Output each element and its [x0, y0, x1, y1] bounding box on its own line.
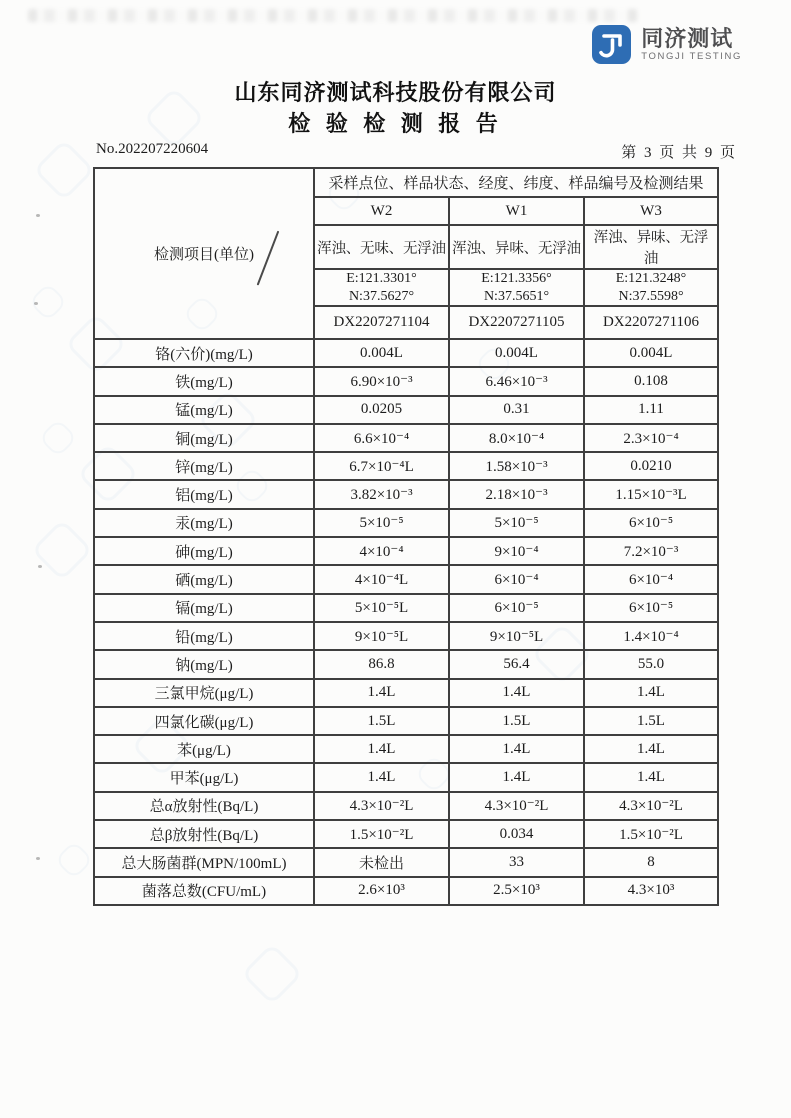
result-value: 2.3×10⁻⁴ [584, 424, 718, 452]
result-value: 9×10⁻⁵L [449, 622, 584, 650]
result-value: 1.4L [314, 679, 449, 707]
result-value: 5×10⁻⁵ [314, 509, 449, 537]
result-value: 3.82×10⁻³ [314, 480, 449, 508]
span-header-cell: 采样点位、样品状态、经度、纬度、样品编号及检测结果 [314, 168, 718, 197]
logo-en-text: TONGJI TESTING [641, 51, 742, 63]
param-label: 锌(mg/L) [94, 452, 314, 480]
watermark-shape [38, 418, 78, 458]
result-value: 1.5L [314, 707, 449, 735]
company-logo [591, 24, 742, 65]
param-label: 甲苯(μg/L) [94, 763, 314, 791]
table-row [94, 792, 718, 820]
item-header-label: 检测项目(单位) [154, 247, 254, 263]
result-value: 7.2×10⁻³ [584, 537, 718, 565]
tongji-logo-icon [591, 24, 632, 65]
longitude: E:121.3301° [346, 271, 417, 286]
sample-state: 浑浊、异味、无浮油 [449, 225, 584, 269]
sample-state: 浑浊、无味、无浮油 [314, 225, 449, 269]
longitude: E:121.3356° [481, 271, 552, 286]
result-value: 33 [449, 848, 584, 876]
param-label: 铬(六价)(mg/L) [94, 339, 314, 367]
param-label: 铝(mg/L) [94, 480, 314, 508]
result-value: 4.3×10³ [584, 877, 718, 905]
param-label: 总α放射性(Bq/L) [94, 792, 314, 820]
result-value: 0.31 [449, 396, 584, 424]
result-value: 6×10⁻⁴ [449, 565, 584, 593]
result-value: 86.8 [314, 650, 449, 678]
result-value: 1.4L [314, 735, 449, 763]
param-label: 铜(mg/L) [94, 424, 314, 452]
sample-code: DX2207271106 [584, 306, 718, 339]
result-value: 1.4L [449, 679, 584, 707]
scan-speck [38, 565, 42, 568]
result-value: 6×10⁻⁵ [584, 509, 718, 537]
result-value: 1.5L [449, 707, 584, 735]
page-indicator: 第 3 页 共 9 页 [621, 145, 737, 161]
param-label: 钠(mg/L) [94, 650, 314, 678]
result-value: 5×10⁻⁵L [314, 594, 449, 622]
table-row [94, 763, 718, 791]
table-row [94, 396, 718, 424]
result-value: 0.0210 [584, 452, 718, 480]
result-value: 5×10⁻⁵ [449, 509, 584, 537]
result-value: 9×10⁻⁴ [449, 537, 584, 565]
result-value: 1.58×10⁻³ [449, 452, 584, 480]
param-label: 铅(mg/L) [94, 622, 314, 650]
result-value: 6.7×10⁻⁴L [314, 452, 449, 480]
param-label: 汞(mg/L) [94, 509, 314, 537]
report-meta [96, 141, 737, 162]
sample-id: W3 [584, 197, 718, 225]
result-value: 6.90×10⁻³ [314, 367, 449, 395]
result-value: 4×10⁻⁴ [314, 537, 449, 565]
sample-code: DX2207271105 [449, 306, 584, 339]
result-value: 1.4L [584, 763, 718, 791]
param-label: 四氯化碳(μg/L) [94, 707, 314, 735]
scan-speck [36, 214, 40, 217]
sample-id: W2 [314, 197, 449, 225]
report-title: 检 验 检 测 报 告 [288, 111, 503, 136]
param-label: 铁(mg/L) [94, 367, 314, 395]
table-row [94, 339, 718, 367]
table-row [94, 452, 718, 480]
result-value: 1.5×10⁻²L [314, 820, 449, 848]
results-tbody [94, 339, 718, 905]
result-value: 1.5×10⁻²L [584, 820, 718, 848]
table-row [94, 735, 718, 763]
result-value: 2.6×10³ [314, 877, 449, 905]
param-label: 菌落总数(CFU/mL) [94, 877, 314, 905]
table-row [94, 848, 718, 876]
item-header-cell [94, 168, 314, 339]
table-row [94, 707, 718, 735]
results-table [93, 167, 719, 906]
watermark-shape [241, 943, 303, 1005]
param-label: 总β放射性(Bq/L) [94, 820, 314, 848]
result-value: 1.4×10⁻⁴ [584, 622, 718, 650]
result-value: 1.4L [584, 679, 718, 707]
result-value: 6.46×10⁻³ [449, 367, 584, 395]
result-value: 4.3×10⁻²L [449, 792, 584, 820]
result-value: 0.034 [449, 820, 584, 848]
table-row [94, 480, 718, 508]
diagonal-slash [257, 231, 279, 286]
scan-artifact-band [28, 9, 638, 22]
param-label: 镉(mg/L) [94, 594, 314, 622]
result-value: 1.4L [584, 735, 718, 763]
table-header-row [94, 168, 718, 197]
param-label: 苯(μg/L) [94, 735, 314, 763]
sample-coordinates [449, 269, 584, 306]
result-value: 4.3×10⁻²L [584, 792, 718, 820]
result-value: 8 [584, 848, 718, 876]
sample-code: DX2207271104 [314, 306, 449, 339]
table-row [94, 367, 718, 395]
result-value: 2.18×10⁻³ [449, 480, 584, 508]
watermark-shape [31, 519, 93, 581]
table-row [94, 424, 718, 452]
watermark-shape [33, 139, 95, 201]
watermark-shape [54, 840, 94, 880]
result-value: 6.6×10⁻⁴ [314, 424, 449, 452]
param-label: 锰(mg/L) [94, 396, 314, 424]
sample-coordinates [584, 269, 718, 306]
sample-id: W1 [449, 197, 584, 225]
result-value: 1.4L [314, 763, 449, 791]
report-number: No.202207220604 [96, 141, 209, 157]
table-row [94, 679, 718, 707]
table-row [94, 565, 718, 593]
sample-coordinates [314, 269, 449, 306]
result-value: 0.108 [584, 367, 718, 395]
table-row [94, 537, 718, 565]
result-value: 6×10⁻⁵ [449, 594, 584, 622]
result-value: 未检出 [314, 848, 449, 876]
table-row [94, 877, 718, 905]
table-row [94, 622, 718, 650]
table-row [94, 820, 718, 848]
result-value: 2.5×10³ [449, 877, 584, 905]
param-label: 砷(mg/L) [94, 537, 314, 565]
sample-state: 浑浊、异味、无浮油 [584, 225, 718, 269]
result-value: 56.4 [449, 650, 584, 678]
latitude: N:37.5627° [348, 288, 415, 304]
result-value: 55.0 [584, 650, 718, 678]
param-label: 硒(mg/L) [94, 565, 314, 593]
latitude: N:37.5598° [618, 288, 684, 304]
result-value: 1.11 [584, 396, 718, 424]
result-value: 6×10⁻⁴ [584, 565, 718, 593]
longitude: E:121.3248° [615, 271, 687, 286]
result-value: 0.004L [449, 339, 584, 367]
table-row [94, 594, 718, 622]
result-value: 1.5L [584, 707, 718, 735]
scan-speck [34, 302, 38, 305]
company-name: 山东同济测试科技股份有限公司 [234, 80, 557, 105]
table-row [94, 650, 718, 678]
result-value: 4×10⁻⁴L [314, 565, 449, 593]
result-value: 1.4L [449, 763, 584, 791]
result-value: 1.15×10⁻³L [584, 480, 718, 508]
result-value: 1.4L [449, 735, 584, 763]
table-row [94, 509, 718, 537]
result-value: 0.0205 [314, 396, 449, 424]
result-value: 8.0×10⁻⁴ [449, 424, 584, 452]
latitude: N:37.5651° [483, 288, 550, 304]
logo-cn-text: 同济测试 [641, 25, 734, 51]
result-value: 6×10⁻⁵ [584, 594, 718, 622]
scan-speck [36, 857, 40, 860]
result-value: 4.3×10⁻²L [314, 792, 449, 820]
result-value: 0.004L [314, 339, 449, 367]
result-value: 9×10⁻⁵L [314, 622, 449, 650]
result-value: 0.004L [584, 339, 718, 367]
param-label: 总大肠菌群(MPN/100mL) [94, 848, 314, 876]
param-label: 三氯甲烷(μg/L) [94, 679, 314, 707]
